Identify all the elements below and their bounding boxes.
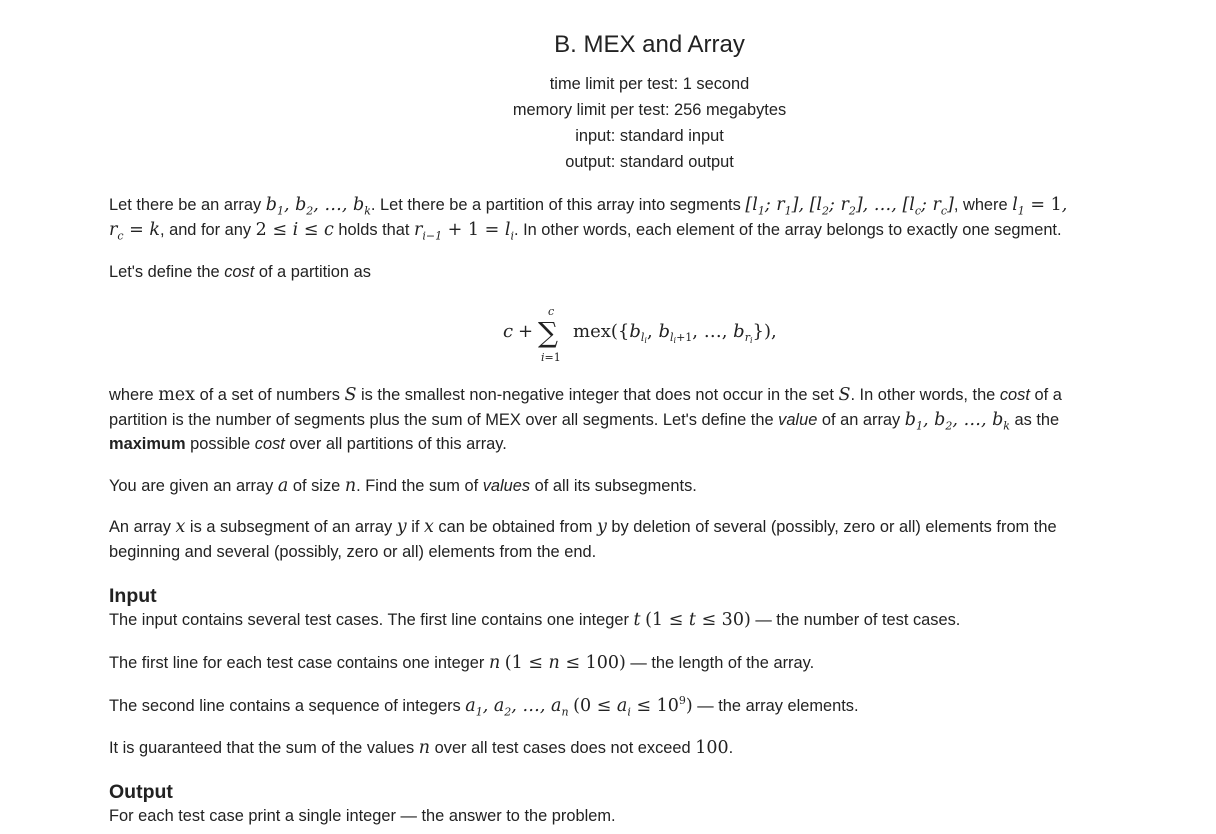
cost-formula-svg (0, 300, 1216, 372)
statement-paragraph-5: An array x is a subsegment of an array y if x can be obtained from y by deletion of several (possibly, zero or all) elements from the beginning and several (possibly, zero or all) elements from the end. (109, 517, 1057, 561)
input-file: input: standard input (575, 127, 724, 145)
input-line-1: The input contains several test cases. The first line contains one integer t (1 ≤ t ≤ 30) — the number of test cases. (109, 610, 961, 630)
input-line-2: The first line for each test case contains one integer n (1 ≤ n ≤ 100) — the length of the array. (109, 653, 815, 673)
output-line-1: For each test case print a single integer — the answer to the problem. (109, 807, 616, 825)
input-heading: Input (109, 585, 157, 607)
output-file: output: standard output (565, 153, 734, 171)
statement-paragraph-1: Let there be an array $b_1$, $b_2$, …, $b_k$. Let there be a partition of this array into segments [$l_1$; $r_1$], [$l_2$; $r_2$], …, [$l_c$; $r_c$], where $l_1 = 1$, $r_c = k$, and for any 2 ≤ i ≤ c holds that $r_{i-1} + 1 = l_i$. In other words, each element of the array belongs to exactly one segment. (109, 195, 1068, 242)
statement-paragraph-4: You are given an array a of size n. Find the sum of values of all its subsegments. (109, 476, 697, 496)
cost-formula (0, 300, 1216, 372)
statement-paragraph-3: where mex of a set of numbers S is the smallest non-negative integer that does not occur in the set S. In other words, the cost of a partition is the number of segments plus the sum of MEX over all segments. Let's define the value of an array $b_1$, $b_2$, …, $b_k$ as the maximum possible cost over all partitions of this array. (109, 385, 1062, 453)
memory-limit: memory limit per test: 256 megabytes (512, 101, 787, 119)
svg-text:i=1: i=1 (541, 351, 561, 364)
time-limit: time limit per test: 1 second (549, 75, 750, 93)
output-heading: Output (109, 781, 173, 803)
statement-paragraph-2: Let's define the cost of a partition as (109, 263, 371, 281)
input-line-4: It is guaranteed that the sum of the values n over all test cases does not exceed 100. (109, 738, 734, 758)
input-line-3: The second line contains a sequence of integers $a_1$, $a_2$, …, $a_n$ $(0 \le a_i \le 10^9)$ — the array elements. (109, 694, 859, 719)
svg-text:mex({bli, bli+1, …, bri}),: $mex(\{b_li$, $b_li+1$, …, $b_ri$}), (573, 321, 777, 345)
svg-text:∑: ∑ (538, 316, 558, 349)
svg-text:c: c (503, 321, 514, 342)
svg-text:+: + (518, 321, 534, 342)
svg-text:c: c (548, 305, 555, 318)
problem-title: B. MEX and Array (554, 31, 745, 58)
